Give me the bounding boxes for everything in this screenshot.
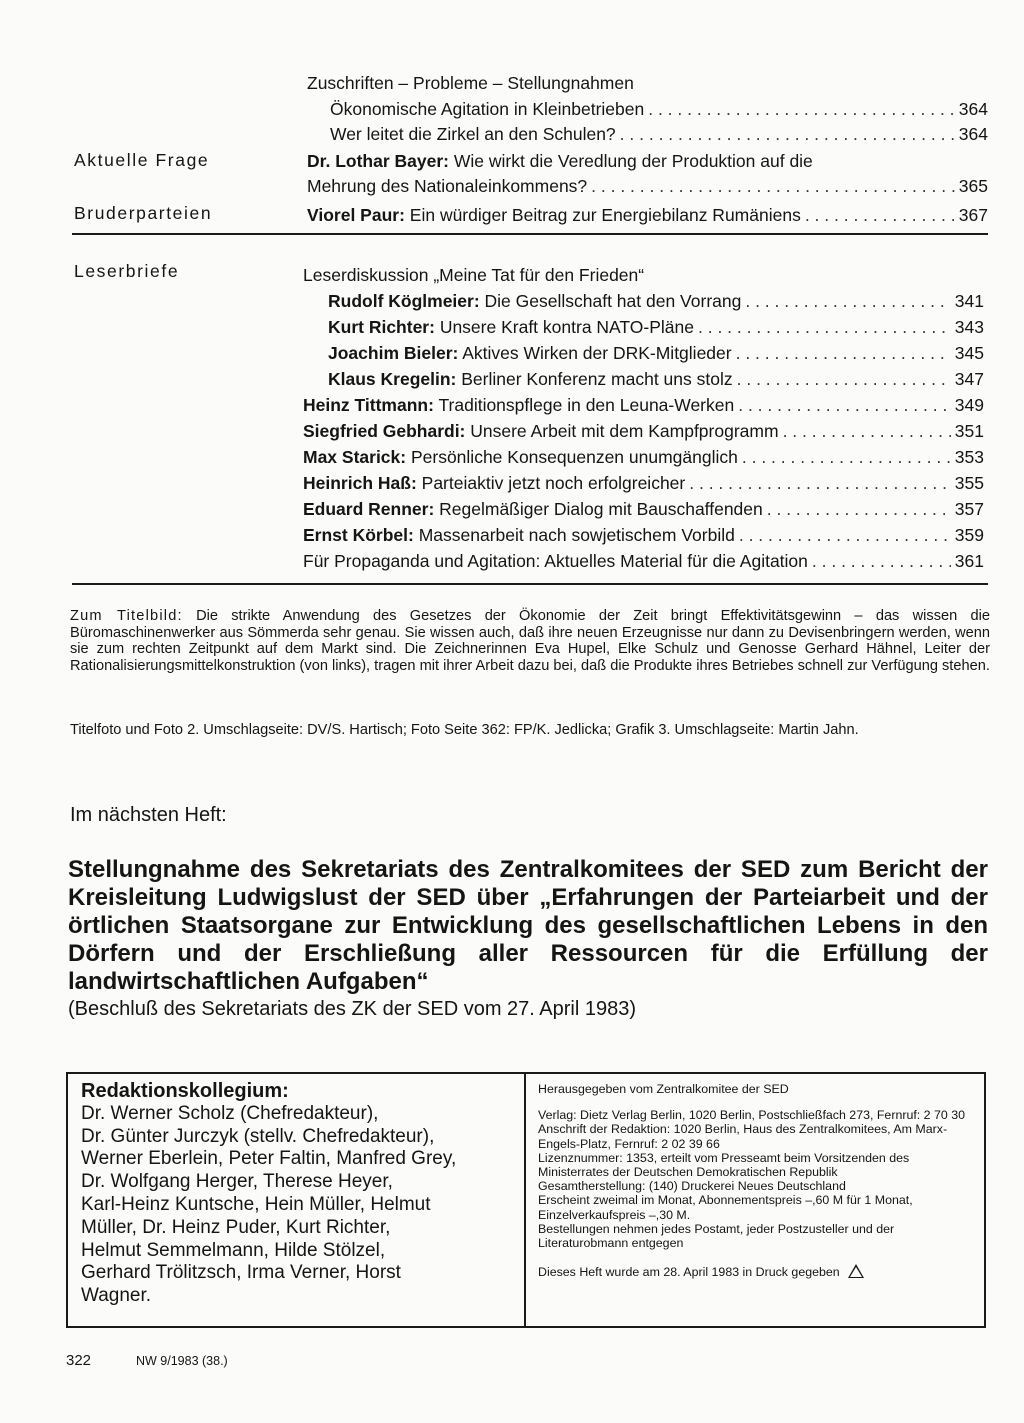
editorial-board-title: Redaktionskollegium: <box>81 1080 289 1102</box>
toc-page-number: 353 <box>954 447 984 467</box>
toc-entry-text: Ein würdiger Beitrag zur Energiebilanz Rumäniens <box>404 205 801 225</box>
toc-page-number: 361 <box>954 551 984 571</box>
dot-leader <box>738 392 951 418</box>
dot-leader <box>745 288 950 314</box>
toc-entry[interactable] <box>307 173 988 199</box>
toc-page-number: 365 <box>958 176 988 196</box>
print-note: Dieses Heft wurde am 28. April 1983 in Druck gegeben <box>538 1265 840 1280</box>
dot-leader <box>737 366 951 392</box>
author-name: Dr. Lothar Bayer: <box>307 151 449 171</box>
issue-reference: NW 9/1983 (38.) <box>136 1354 228 1368</box>
toc-entry[interactable] <box>307 202 988 228</box>
toc-entry[interactable] <box>330 121 988 147</box>
toc-entry-text: Regelmäßiger Dialog mit Bauschaffenden <box>434 499 763 519</box>
author-name: Heinz Tittmann: <box>303 395 434 415</box>
board-line: Helmut Semmelmann, Hilde Stölzel, <box>81 1239 386 1261</box>
board-line: Dr. Werner Scholz (Chefredakteur), <box>81 1102 379 1124</box>
toc-page-number: 357 <box>954 499 984 519</box>
section-label-leserbriefe: Leserbriefe <box>74 261 180 281</box>
toc-entry-text: Parteiaktiv jetzt noch erfolgreicher <box>416 473 686 493</box>
toc-entry[interactable] <box>330 96 988 122</box>
toc-entry[interactable] <box>303 418 984 444</box>
toc-entry-text: Mehrung des Nationaleinkommens? <box>307 176 588 196</box>
dot-leader <box>767 496 951 522</box>
author-name: Eduard Renner: <box>303 499 435 519</box>
toc-entry[interactable] <box>303 444 984 470</box>
toc-entry-text: Ökonomische Agitation in Kleinbetrieben <box>330 99 645 119</box>
toc-entry-text: Für Propaganda und Agitation: Aktuelles Material für die Agitation <box>303 551 808 571</box>
toc-page-number: 345 <box>954 343 984 363</box>
zuschriften-heading: Zuschriften – Probleme – Stellungnahmen <box>307 73 634 93</box>
author-name: Kurt Richter: <box>328 317 435 337</box>
section-label-bruderparteien: Bruderparteien <box>74 203 213 223</box>
dot-leader <box>736 340 951 366</box>
toc-entry-text: Persönliche Konsequenzen unumgänglich <box>406 447 738 467</box>
author-name: Klaus Kregelin: <box>328 369 457 389</box>
imprint-detail: Bestellungen nehmen jedes Postamt, jeder Postzusteller und der Literaturobmann entgegen <box>538 1221 895 1251</box>
imprint-detail: Gesamtherstellung: (140) Druckerei Neues Deutschland <box>538 1179 846 1194</box>
toc-entry[interactable] <box>328 340 984 366</box>
board-line: Wagner. <box>81 1285 152 1307</box>
page-number: 322 <box>66 1352 92 1369</box>
imprint-detail: Anschrift der Redaktion: 1020 Berlin, Haus des Zentralkomitees, Am Marx-Engels-Platz, Fernruf: 2 02 39 66 <box>538 1122 948 1151</box>
toc-entry[interactable] <box>303 548 984 574</box>
dot-leader <box>783 418 951 444</box>
author-name: Ernst Körbel: <box>303 525 414 545</box>
board-line: Müller, Dr. Heinz Puder, Kurt Richter, <box>81 1216 391 1238</box>
toc-entry[interactable] <box>303 470 984 496</box>
publisher-line: Herausgegeben vom Zentralkomitee der SED <box>538 1082 789 1096</box>
imprint-box <box>66 1072 986 1328</box>
toc-entry-text: Wie wirkt die Veredlung der Produktion auf die <box>448 151 813 171</box>
toc-page-number: 364 <box>958 124 988 144</box>
toc-page-number: 341 <box>954 291 984 311</box>
dot-leader <box>698 314 951 340</box>
toc-page-number: 359 <box>954 525 984 545</box>
caption-body: Die strikte Anwendung des Gesetzes der Ökonomie der Zeit bringt Effektivitätsgewinn – das wissen die Büromaschinenwerker aus Sömmerda sehr genau. Sie wissen auch, daß ihre neuen Erzeugnisse nur dann zu Devisenbringern werden, wenn sie zum rechten Zeitpunkt auf dem Markt sind. Die Zeichnerinnen Eva Hupel, Elke Schulz und Genosse Gerhard Hähnel, Leiter der Rationalisierungsmittelkonstruktion (von links), tragen mit ihrer Arbeit dazu bei, daß die Produkte ihres Betriebes schnell zur Verfügung stehen. <box>70 608 990 674</box>
board-line: Karl-Heinz Kuntsche, Hein Müller, Helmut <box>81 1193 431 1215</box>
dot-leader <box>739 522 951 548</box>
next-issue-subhead: (Beschluß des Sekretariats des ZK der SED vom 27. April 1983) <box>68 998 637 1020</box>
editorial-board <box>81 1080 511 1308</box>
toc-entry-line[interactable] <box>307 148 813 174</box>
dot-leader <box>812 548 951 574</box>
dot-leader <box>742 444 951 470</box>
caption-label: Zum Titelbild: <box>70 608 183 624</box>
section-label-aktuelle-frage: Aktuelle Frage <box>74 150 210 170</box>
toc-entry-text: Aktives Wirken der DRK-Mitglieder <box>458 343 732 363</box>
author-name: Viorel Paur: <box>307 205 405 225</box>
toc-page-number: 355 <box>954 473 984 493</box>
toc-entry-text: Massenarbeit nach sowjetischem Vorbild <box>413 525 735 545</box>
board-line: Dr. Wolfgang Herger, Therese Heyer, <box>81 1171 393 1193</box>
toc-entry[interactable] <box>328 366 984 392</box>
board-line: Gerhard Trölitzsch, Irma Verner, Horst <box>81 1262 401 1284</box>
toc-entry-text: Traditionspflege in den Leuna-Werken <box>433 395 735 415</box>
author-name: Max Starick: <box>303 447 407 467</box>
toc-page-number: 347 <box>954 369 984 389</box>
imprint-detail: Lizenznummer: 1353, erteilt vom Presseamt beim Vorsitzenden des Ministerrates der Deutschen Demokratischen Republik <box>538 1150 910 1180</box>
author-name: Heinrich Haß: <box>303 473 417 493</box>
divider <box>72 583 988 585</box>
cover-caption <box>70 608 990 674</box>
toc-entry-text: Berliner Konferenz macht uns stolz <box>456 369 733 389</box>
toc-entry-text: Wer leitet die Zirkel an den Schulen? <box>330 124 616 144</box>
publisher-info <box>538 1082 978 1279</box>
toc-page-number: 351 <box>954 421 984 441</box>
dot-leader <box>689 470 951 496</box>
board-line: Werner Eberlein, Peter Faltin, Manfred Grey, <box>81 1148 457 1170</box>
toc-entry[interactable] <box>328 288 984 314</box>
print-note-line <box>538 1262 978 1279</box>
photo-credits: Titelfoto und Foto 2. Umschlagseite: DV/S. Hartisch; Foto Seite 362: FP/K. Jedlicka; Grafik 3. Umschlagseite: Martin Jahn. <box>70 722 859 738</box>
author-name: Joachim Bieler: <box>328 343 459 363</box>
dot-leader <box>648 96 955 122</box>
triangle-icon <box>848 1264 864 1278</box>
author-name: Rudolf Köglmeier: <box>328 291 480 311</box>
toc-entry-text: Unsere Kraft kontra NATO-Pläne <box>434 317 694 337</box>
dot-leader <box>591 173 955 199</box>
toc-page-number: 367 <box>958 205 988 225</box>
toc-page-number: 364 <box>958 99 988 119</box>
board-line: Dr. Günter Jurczyk (stellv. Chefredakteur), <box>81 1125 435 1147</box>
next-issue-label: Im nächsten Heft: <box>70 804 227 826</box>
imprint-detail: Verlag: Dietz Verlag Berlin, 1020 Berlin, Postschließfach 273, Fernruf: 2 70 30 <box>538 1108 966 1123</box>
leserdiskussion-heading: Leserdiskussion „Meine Tat für den Frieden“ <box>303 265 645 285</box>
toc-entry[interactable] <box>303 392 984 418</box>
toc-page-number: 343 <box>954 317 984 337</box>
dot-leader <box>805 202 955 228</box>
toc-entry[interactable] <box>303 496 984 522</box>
toc-entry-text: Die Gesellschaft hat den Vorrang <box>479 291 742 311</box>
divider <box>72 233 988 235</box>
box-divider <box>524 1074 526 1326</box>
imprint-detail: Erscheint zweimal im Monat, Abonnementspreis –,60 M für 1 Monat, Einzelverkaufspreis –,30 M. <box>538 1193 913 1222</box>
toc-entry[interactable] <box>328 314 984 340</box>
author-name: Siegfried Gebhardi: <box>303 421 466 441</box>
dot-leader <box>620 121 955 147</box>
toc-entry[interactable] <box>303 522 984 548</box>
toc-entry-text: Unsere Arbeit mit dem Kampfprogramm <box>465 421 779 441</box>
toc-page-number: 349 <box>954 395 984 415</box>
next-issue-headline: Stellungnahme des Sekretariats des Zentralkomitees der SED zum Bericht der Kreisleitung Ludwigslust der SED über „Erfahrungen der Parteiarbeit und der örtlichen Staatsorgane zur Entwicklung des gesellschaftlichen Lebens in den Dörfern und der Erschließung aller Ressourcen für die Erfüllung der landwirtschaftlichen Aufgaben“ <box>68 856 988 995</box>
